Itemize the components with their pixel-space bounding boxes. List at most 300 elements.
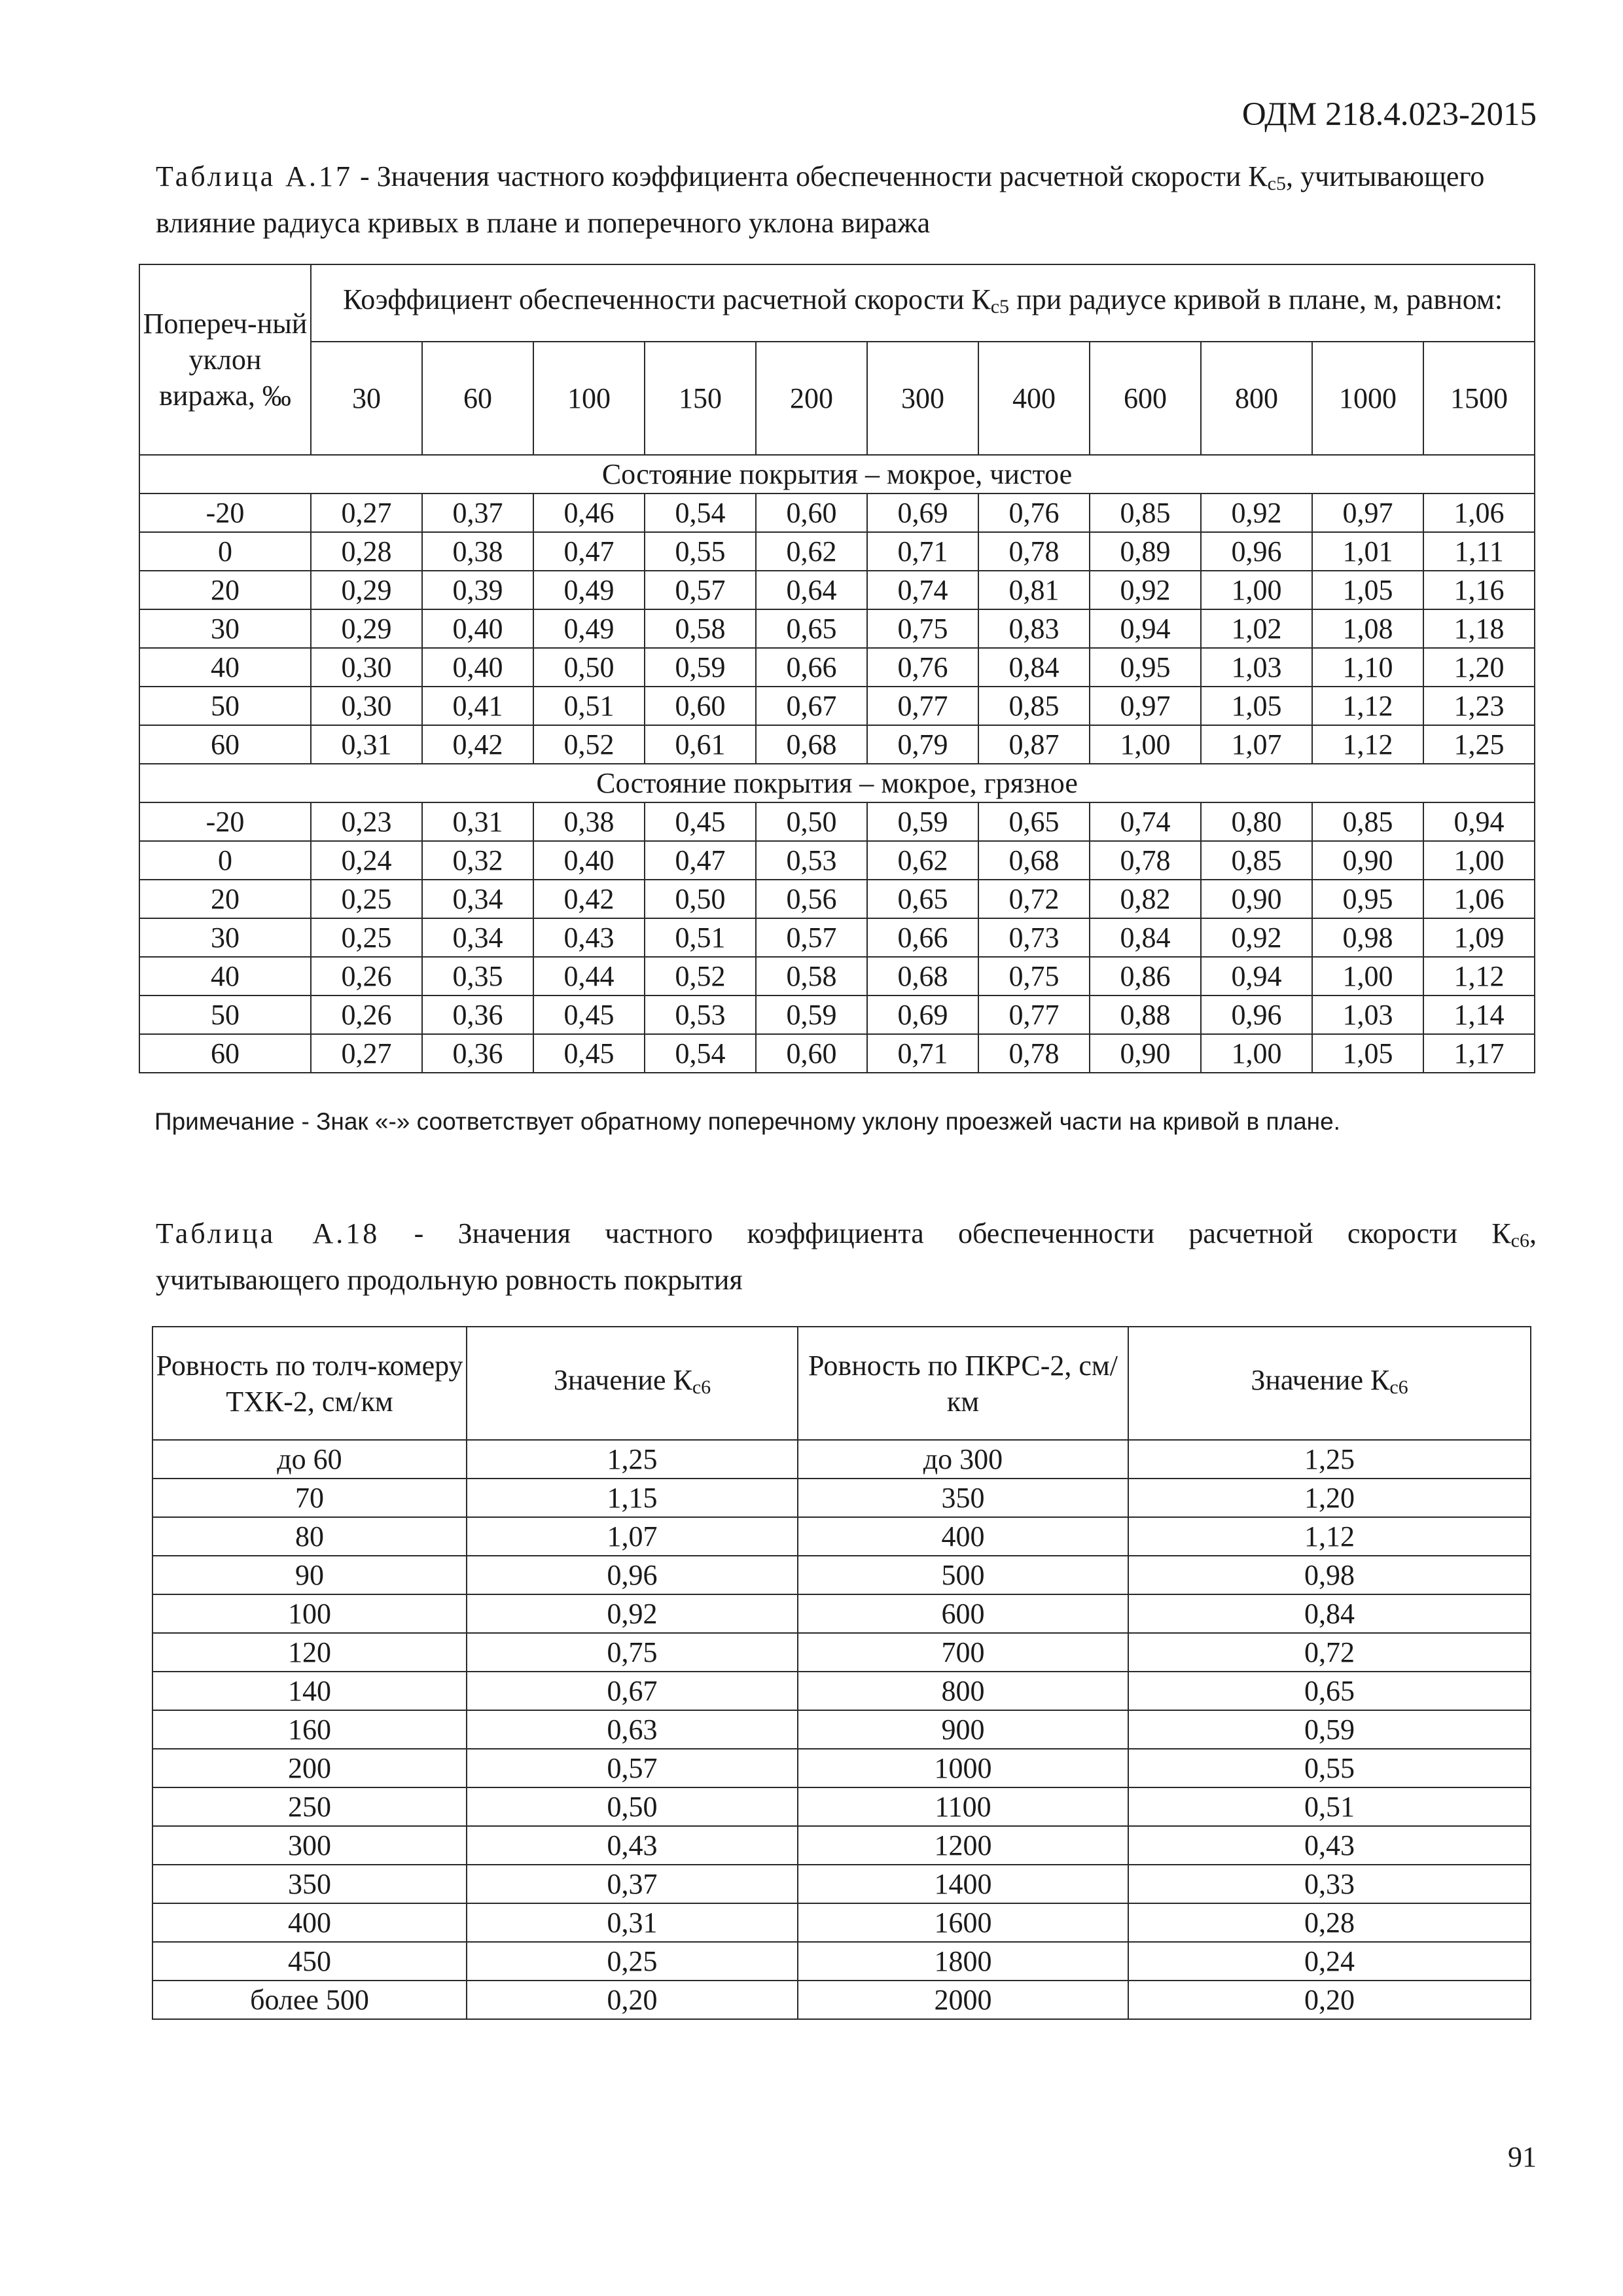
slope-cell: 60 [139, 725, 311, 764]
value-cell: 0,61 [645, 725, 756, 764]
value-2-cell: 0,65 [1128, 1672, 1531, 1710]
value-cell: 0,36 [422, 1034, 533, 1073]
table-row [152, 1787, 1531, 1826]
value-cell: 1,18 [1423, 609, 1535, 648]
radius-header: 60 [422, 342, 533, 455]
value-cell: 1,16 [1423, 571, 1535, 609]
value-cell: 0,89 [1090, 532, 1201, 571]
table-row [152, 1633, 1531, 1672]
roughness-pkrs-cell: 1800 [798, 1942, 1128, 1981]
value-cell: 1,01 [1312, 532, 1423, 571]
value-1-cell: 0,96 [467, 1556, 798, 1594]
value-cell: 1,05 [1201, 687, 1312, 725]
value-cell: 1,12 [1423, 957, 1535, 996]
value-cell: 0,98 [1312, 918, 1423, 957]
value-cell: 0,32 [422, 841, 533, 880]
value-cell: 0,84 [978, 648, 1090, 687]
header-roughness-pkrs: Ровность по ПКРС-2, см/км [798, 1327, 1128, 1440]
roughness-pkrs-cell: 1000 [798, 1749, 1128, 1787]
table18-caption: Таблица А.18 - Значения частного коэффициента обеспеченности расчетной скорости $К_{с6}$, учитывающего продольную ровность покрытия [156, 1217, 1537, 1296]
table-row [139, 802, 1535, 841]
value-cell: 0,94 [1423, 802, 1535, 841]
table-17 [139, 264, 1535, 1073]
value-2-cell: 0,51 [1128, 1787, 1531, 1826]
value-cell: 0,72 [978, 880, 1090, 918]
table17-caption-lead: Таблица А.17 [156, 160, 353, 192]
value-cell: 0,97 [1090, 687, 1201, 725]
value-cell: 0,78 [978, 532, 1090, 571]
slope-cell: 0 [139, 841, 311, 880]
value-cell: 0,42 [533, 880, 645, 918]
roughness-tkh-cell: 250 [152, 1787, 467, 1826]
value-cell: 0,57 [645, 571, 756, 609]
value-cell: 1,12 [1312, 725, 1423, 764]
value-cell: 0,96 [1201, 532, 1312, 571]
section-title: Состояние покрытия – мокрое, чистое [139, 455, 1535, 493]
value-2-cell: 1,20 [1128, 1479, 1531, 1517]
value-cell: 0,34 [422, 918, 533, 957]
section-row [139, 455, 1535, 493]
value-cell: 0,69 [867, 996, 978, 1034]
value-cell: 0,86 [1090, 957, 1201, 996]
value-2-cell: 0,72 [1128, 1633, 1531, 1672]
value-2-cell: 0,59 [1128, 1710, 1531, 1749]
value-cell: 0,60 [756, 493, 867, 532]
value-cell: 1,12 [1312, 687, 1423, 725]
value-cell: 0,41 [422, 687, 533, 725]
roughness-pkrs-cell: 800 [798, 1672, 1128, 1710]
value-cell: 0,37 [422, 493, 533, 532]
value-cell: 0,34 [422, 880, 533, 918]
table-row [139, 532, 1535, 571]
value-cell: 0,27 [311, 1034, 422, 1073]
value-2-cell: 0,55 [1128, 1749, 1531, 1787]
value-cell: 0,59 [756, 996, 867, 1034]
value-cell: 0,31 [422, 802, 533, 841]
value-cell: 0,84 [1090, 918, 1201, 957]
value-cell: 0,55 [645, 532, 756, 571]
value-cell: 0,29 [311, 609, 422, 648]
value-cell: 0,80 [1201, 802, 1312, 841]
value-cell: 0,87 [978, 725, 1090, 764]
roughness-pkrs-cell: 1600 [798, 1903, 1128, 1942]
value-cell: 0,26 [311, 996, 422, 1034]
roughness-tkh-cell: 450 [152, 1942, 467, 1981]
value-cell: 0,85 [1090, 493, 1201, 532]
value-1-cell: 0,57 [467, 1749, 798, 1787]
value-cell: 0,49 [533, 609, 645, 648]
slope-cell: 50 [139, 996, 311, 1034]
value-cell: 1,05 [1312, 1034, 1423, 1073]
value-1-cell: 1,07 [467, 1517, 798, 1556]
table-row [152, 1556, 1531, 1594]
value-cell: 0,62 [756, 532, 867, 571]
value-cell: 0,68 [867, 957, 978, 996]
table-row [152, 1903, 1531, 1942]
value-cell: 0,40 [422, 609, 533, 648]
table-row [139, 648, 1535, 687]
value-cell: 0,82 [1090, 880, 1201, 918]
value-cell: 1,11 [1423, 532, 1535, 571]
value-cell: 0,64 [756, 571, 867, 609]
slope-cell: 40 [139, 957, 311, 996]
table-row [152, 1826, 1531, 1865]
value-cell: 0,68 [756, 725, 867, 764]
header-value-1 [467, 1327, 798, 1440]
roughness-tkh-cell: 200 [152, 1749, 467, 1787]
value-cell: 0,27 [311, 493, 422, 532]
value-cell: 0,74 [867, 571, 978, 609]
value-1-cell: 1,15 [467, 1479, 798, 1517]
value-cell: 0,28 [311, 532, 422, 571]
roughness-pkrs-cell: 1200 [798, 1826, 1128, 1865]
roughness-tkh-cell: до 60 [152, 1440, 467, 1479]
value-cell: 0,52 [645, 957, 756, 996]
value-cell: 0,68 [978, 841, 1090, 880]
value-cell: 0,71 [867, 532, 978, 571]
value-cell: 0,66 [867, 918, 978, 957]
value-cell: 0,30 [311, 648, 422, 687]
value-cell: 0,42 [422, 725, 533, 764]
value-cell: 0,65 [756, 609, 867, 648]
value-cell: 0,85 [978, 687, 1090, 725]
value-cell: 0,39 [422, 571, 533, 609]
slope-cell: 50 [139, 687, 311, 725]
header-roughness-tkh: Ровность по толч-комеру ТХК-2, см/км [152, 1327, 467, 1440]
page-number: 91 [1508, 2141, 1537, 2173]
slope-cell: 60 [139, 1034, 311, 1073]
value-cell: 0,56 [756, 880, 867, 918]
table-row [152, 1594, 1531, 1633]
slope-cell: 30 [139, 918, 311, 957]
value-cell: 0,69 [867, 493, 978, 532]
value-cell: 0,94 [1201, 957, 1312, 996]
value-2-cell: 0,33 [1128, 1865, 1531, 1903]
slope-cell: 30 [139, 609, 311, 648]
radius-header: 400 [978, 342, 1090, 455]
roughness-pkrs-cell: 400 [798, 1517, 1128, 1556]
roughness-tkh-cell: 120 [152, 1633, 467, 1672]
table-row [139, 687, 1535, 725]
value-cell: 0,51 [533, 687, 645, 725]
value-cell: 1,14 [1423, 996, 1535, 1034]
value-cell: 0,90 [1090, 1034, 1201, 1073]
value-cell: 0,44 [533, 957, 645, 996]
section-row [139, 764, 1535, 802]
value-cell: 0,51 [645, 918, 756, 957]
value-1-cell: 0,31 [467, 1903, 798, 1942]
value-cell: 0,45 [533, 1034, 645, 1073]
radius-header: 200 [756, 342, 867, 455]
roughness-tkh-cell: 160 [152, 1710, 467, 1749]
value-cell: 0,92 [1201, 918, 1312, 957]
table-row [139, 493, 1535, 532]
value-1-cell: 0,75 [467, 1633, 798, 1672]
value-cell: 0,77 [978, 996, 1090, 1034]
value-cell: 0,78 [1090, 841, 1201, 880]
value-cell: 0,81 [978, 571, 1090, 609]
value-2-cell: 0,43 [1128, 1826, 1531, 1865]
value-cell: 0,57 [756, 918, 867, 957]
value-cell: 0,45 [645, 802, 756, 841]
roughness-tkh-cell: 70 [152, 1479, 467, 1517]
value-cell: 0,25 [311, 880, 422, 918]
roughness-pkrs-cell: 900 [798, 1710, 1128, 1749]
group-header-subscript: с5 [990, 295, 1010, 317]
slope-cell: 20 [139, 571, 311, 609]
table-row [152, 1479, 1531, 1517]
radius-header: 1500 [1423, 342, 1535, 455]
value-cell: 0,45 [533, 996, 645, 1034]
value-cell: 0,66 [756, 648, 867, 687]
value-2-cell: 0,28 [1128, 1903, 1531, 1942]
value-cell: 0,59 [867, 802, 978, 841]
table-18 [152, 1326, 1531, 2020]
value-cell: 0,52 [533, 725, 645, 764]
table-row [139, 609, 1535, 648]
header-value-2 [1128, 1327, 1531, 1440]
value-cell: 0,40 [422, 648, 533, 687]
value-cell: 1,00 [1312, 957, 1423, 996]
value-cell: 0,47 [533, 532, 645, 571]
roughness-tkh-cell: 350 [152, 1865, 467, 1903]
group-header [311, 264, 1535, 342]
value-cell: 0,73 [978, 918, 1090, 957]
corner-header: Попереч-ный уклон виража, ‰ [139, 264, 311, 455]
value-cell: 0,35 [422, 957, 533, 996]
table17-caption [156, 157, 1530, 243]
table-row [139, 918, 1535, 957]
value-cell: 0,47 [645, 841, 756, 880]
value-cell: 0,85 [1201, 841, 1312, 880]
value-cell: 0,26 [311, 957, 422, 996]
value-cell: 0,92 [1201, 493, 1312, 532]
value-cell: 0,24 [311, 841, 422, 880]
value-cell: 0,62 [867, 841, 978, 880]
roughness-pkrs-cell: 350 [798, 1479, 1128, 1517]
value-cell: 1,00 [1201, 1034, 1312, 1073]
value-cell: 0,76 [867, 648, 978, 687]
table-row [152, 1672, 1531, 1710]
value-cell: 1,09 [1423, 918, 1535, 957]
table17-note: Примечание - Знак «-» соответствует обратному поперечному уклону проезжей части на кривой в плане. [154, 1108, 1340, 1135]
value-2-cell: 1,25 [1128, 1440, 1531, 1479]
value-cell: 0,76 [978, 493, 1090, 532]
table18-caption-text-2: учитывающего продольную ровность покрытия [156, 1264, 743, 1296]
slope-cell: 40 [139, 648, 311, 687]
value-1-cell: 0,63 [467, 1710, 798, 1749]
table-row [139, 996, 1535, 1034]
value-1-cell: 0,37 [467, 1865, 798, 1903]
value-cell: 0,46 [533, 493, 645, 532]
value-cell: 0,58 [645, 609, 756, 648]
value-cell: 0,36 [422, 996, 533, 1034]
roughness-tkh-cell: 400 [152, 1903, 467, 1942]
value-cell: 0,83 [978, 609, 1090, 648]
value-cell: 0,94 [1090, 609, 1201, 648]
value-cell: 0,49 [533, 571, 645, 609]
value-1-cell: 0,43 [467, 1826, 798, 1865]
slope-cell: -20 [139, 493, 311, 532]
group-header-text: Коэффициент обеспеченности расчетной скорости К [343, 283, 991, 315]
value-cell: 0,71 [867, 1034, 978, 1073]
table-row [152, 1710, 1531, 1749]
table-row [152, 1517, 1531, 1556]
table17-caption-subscript: с5 [1267, 173, 1286, 194]
roughness-pkrs-cell: 500 [798, 1556, 1128, 1594]
value-cell: 0,78 [978, 1034, 1090, 1073]
value-2-cell: 0,24 [1128, 1942, 1531, 1981]
value-cell: 1,10 [1312, 648, 1423, 687]
value-cell: 0,38 [422, 532, 533, 571]
radius-header: 600 [1090, 342, 1201, 455]
section-title: Состояние покрытия – мокрое, грязное [139, 764, 1535, 802]
roughness-tkh-cell: 100 [152, 1594, 467, 1633]
value-cell: 0,95 [1312, 880, 1423, 918]
value-1-cell: 0,92 [467, 1594, 798, 1633]
table18-caption-text: - Значения частного коэффициента обеспеченности расчетной скорости К [380, 1217, 1511, 1249]
roughness-pkrs-cell: 700 [798, 1633, 1128, 1672]
value-cell: 1,23 [1423, 687, 1535, 725]
table17-caption-text-2: , учитывающего влияние радиуса кривых в плане и поперечного уклона виража [156, 160, 1485, 239]
value-cell: 0,92 [1090, 571, 1201, 609]
header-value-2-text: Значение К [1251, 1363, 1390, 1396]
table-row [139, 880, 1535, 918]
value-cell: 0,54 [645, 493, 756, 532]
header-value-1-text: Значение К [553, 1363, 692, 1396]
table-row [152, 1865, 1531, 1903]
value-2-cell: 0,98 [1128, 1556, 1531, 1594]
slope-cell: -20 [139, 802, 311, 841]
value-cell: 0,58 [756, 957, 867, 996]
table-row [139, 957, 1535, 996]
value-2-cell: 0,84 [1128, 1594, 1531, 1633]
header-value-2-subscript: с6 [1389, 1376, 1408, 1398]
value-1-cell: 0,67 [467, 1672, 798, 1710]
radius-header: 30 [311, 342, 422, 455]
value-cell: 1,00 [1423, 841, 1535, 880]
value-cell: 0,53 [645, 996, 756, 1034]
table17-caption-text: - Значения частного коэффициента обеспеченности расчетной скорости К [352, 160, 1268, 192]
value-cell: 0,67 [756, 687, 867, 725]
radius-header: 100 [533, 342, 645, 455]
value-cell: 1,02 [1201, 609, 1312, 648]
value-cell: 0,90 [1201, 880, 1312, 918]
value-cell: 1,25 [1423, 725, 1535, 764]
value-cell: 1,00 [1090, 725, 1201, 764]
document-code: ОДМ 218.4.023-2015 [1241, 96, 1537, 133]
value-cell: 0,75 [978, 957, 1090, 996]
value-cell: 1,08 [1312, 609, 1423, 648]
value-1-cell: 1,25 [467, 1440, 798, 1479]
value-cell: 1,05 [1312, 571, 1423, 609]
value-cell: 0,60 [756, 1034, 867, 1073]
value-cell: 0,79 [867, 725, 978, 764]
roughness-tkh-cell: более 500 [152, 1981, 467, 2019]
radius-header: 800 [1201, 342, 1312, 455]
table-row [152, 1749, 1531, 1787]
table18-caption-subscript: с6 [1510, 1230, 1529, 1251]
table-row [139, 725, 1535, 764]
value-cell: 0,65 [978, 802, 1090, 841]
value-cell: 1,03 [1312, 996, 1423, 1034]
value-cell: 0,54 [645, 1034, 756, 1073]
value-cell: 0,50 [533, 648, 645, 687]
value-cell: 0,25 [311, 918, 422, 957]
value-cell: 0,50 [645, 880, 756, 918]
value-cell: 0,96 [1201, 996, 1312, 1034]
roughness-pkrs-cell: 2000 [798, 1981, 1128, 2019]
value-cell: 1,06 [1423, 493, 1535, 532]
table-row [152, 1942, 1531, 1981]
roughness-tkh-cell: 80 [152, 1517, 467, 1556]
table-row [139, 1034, 1535, 1073]
value-cell: 1,20 [1423, 648, 1535, 687]
radius-header: 1000 [1312, 342, 1423, 455]
table-row [152, 1440, 1531, 1479]
group-header-text-2: при радиусе кривой в плане, м, равном: [1009, 283, 1503, 315]
table-row [152, 1981, 1531, 2019]
radius-header: 150 [645, 342, 756, 455]
value-1-cell: 0,25 [467, 1942, 798, 1981]
value-cell: 0,59 [645, 648, 756, 687]
table-row [139, 571, 1535, 609]
roughness-pkrs-cell: 600 [798, 1594, 1128, 1633]
value-cell: 0,75 [867, 609, 978, 648]
header-value-1-subscript: с6 [692, 1376, 711, 1398]
value-cell: 0,95 [1090, 648, 1201, 687]
value-cell: 0,50 [756, 802, 867, 841]
value-cell: 1,07 [1201, 725, 1312, 764]
roughness-tkh-cell: 90 [152, 1556, 467, 1594]
value-cell: 1,03 [1201, 648, 1312, 687]
table18-caption-lead: Таблица А.18 [156, 1217, 380, 1249]
value-1-cell: 0,20 [467, 1981, 798, 2019]
roughness-tkh-cell: 300 [152, 1826, 467, 1865]
value-cell: 0,40 [533, 841, 645, 880]
value-cell: 0,53 [756, 841, 867, 880]
value-cell: 1,06 [1423, 880, 1535, 918]
value-1-cell: 0,50 [467, 1787, 798, 1826]
slope-cell: 0 [139, 532, 311, 571]
value-cell: 0,43 [533, 918, 645, 957]
value-cell: 0,65 [867, 880, 978, 918]
value-cell: 0,90 [1312, 841, 1423, 880]
value-cell: 1,17 [1423, 1034, 1535, 1073]
value-2-cell: 1,12 [1128, 1517, 1531, 1556]
value-cell: 0,60 [645, 687, 756, 725]
roughness-pkrs-cell: 1100 [798, 1787, 1128, 1826]
value-cell: 0,85 [1312, 802, 1423, 841]
slope-cell: 20 [139, 880, 311, 918]
value-cell: 0,77 [867, 687, 978, 725]
table-row [139, 841, 1535, 880]
value-cell: 0,31 [311, 725, 422, 764]
roughness-pkrs-cell: 1400 [798, 1865, 1128, 1903]
value-cell: 0,97 [1312, 493, 1423, 532]
value-cell: 0,74 [1090, 802, 1201, 841]
roughness-pkrs-cell: до 300 [798, 1440, 1128, 1479]
value-2-cell: 0,20 [1128, 1981, 1531, 2019]
value-cell: 0,29 [311, 571, 422, 609]
value-cell: 0,38 [533, 802, 645, 841]
value-cell: 0,88 [1090, 996, 1201, 1034]
value-cell: 1,00 [1201, 571, 1312, 609]
value-cell: 0,30 [311, 687, 422, 725]
roughness-tkh-cell: 140 [152, 1672, 467, 1710]
radius-header: 300 [867, 342, 978, 455]
value-cell: 0,23 [311, 802, 422, 841]
